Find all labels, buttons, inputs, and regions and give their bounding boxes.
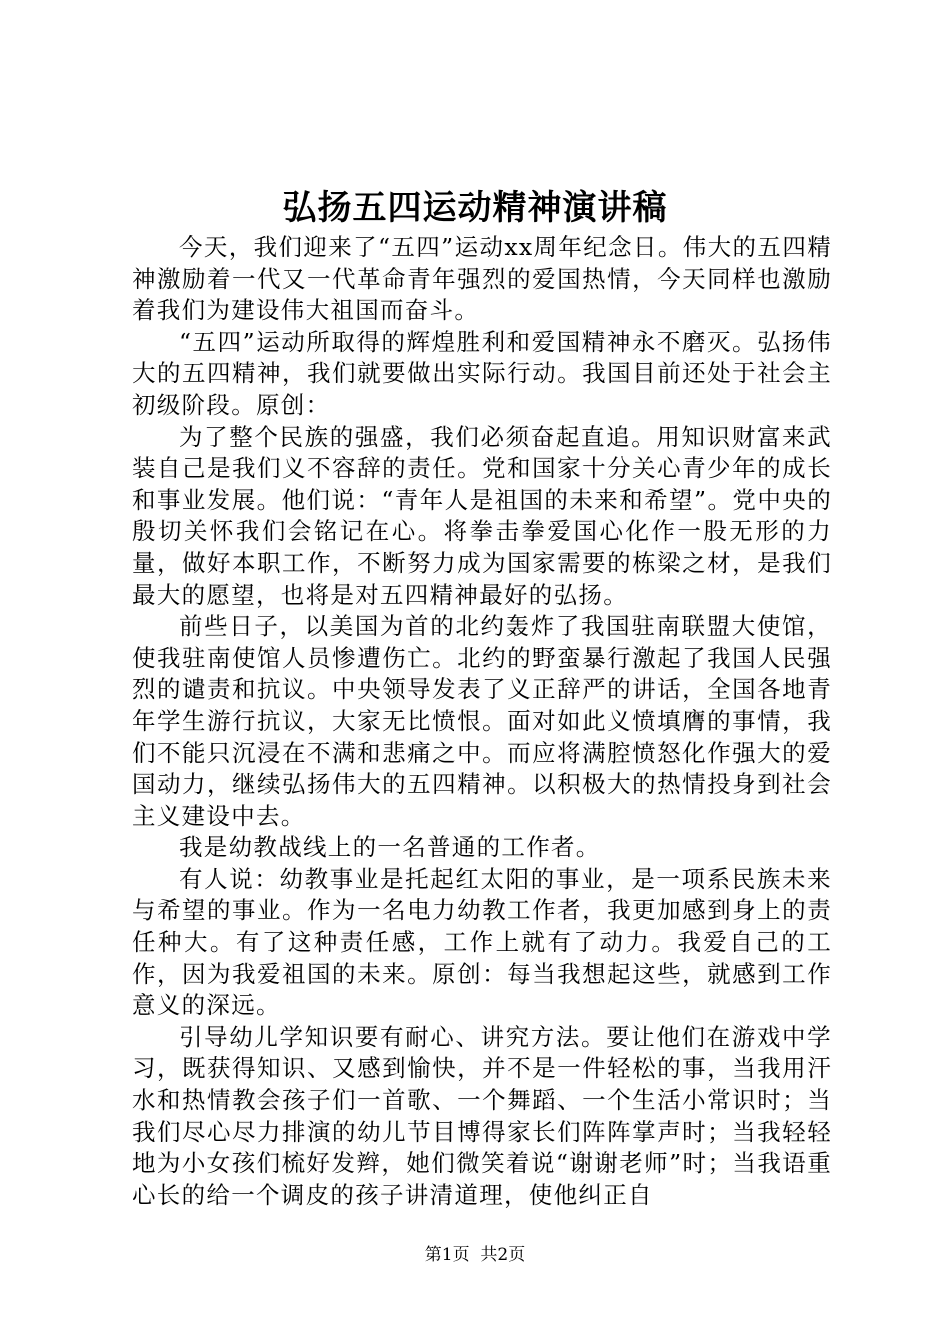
page-footer <box>0 1243 950 1267</box>
paragraph: “五四”运动所取得的辉煌胜利和爱国精神永不磨灭。弘扬伟大的五四精神，我们就要做出实际行动。我国目前还处于社会主初级阶段。原创： <box>132 327 832 419</box>
page-number: 第1页 <box>424 1245 470 1265</box>
paragraph: 有人说：幼教事业是托起红太阳的事业，是一项系民族未来与希望的事业。作为一名电力幼教工作者，我更加感到身上的责任种大。有了这种责任感，工作上就有了动力。我爱自己的工作，因为我爱祖国的未来。原创：每当我想起这些，就感到工作意义的深远。 <box>132 864 832 1020</box>
page-total: 共2页 <box>480 1245 526 1265</box>
paragraph: 前些日子，以美国为首的北约轰炸了我国驻南联盟大使馆，使我驻南使馆人员惨遭伤亡。北约的野蛮暴行激起了我国人民强烈的谴责和抗议。中央领导发表了义正辞严的讲话，全国各地青年学生游行抗议，大家无比愤恨。面对如此义愤填膺的事情，我们不能只沉浸在不满和悲痛之中。而应将满腔愤怒化作强大的爱国动力，继续弘扬伟大的五四精神。以积极大的热情投身到社会主义建设中去。 <box>132 612 832 830</box>
document-title: 弘扬五四运动精神演讲稿 <box>282 188 668 228</box>
paragraph: 为了整个民族的强盛，我们必须奋起直追。用知识财富来武装自己是我们义不容辞的责任。党和国家十分关心青少年的成长和事业发展。他们说：“青年人是祖国的未来和希望”。党中央的殷切关怀我们会铭记在心。将拳击拳爱国心化作一股无形的力量，做好本职工作，不断努力成为国家需要的栋梁之材，是我们最大的愿望，也将是对五四精神最好的弘扬。 <box>132 422 832 609</box>
paragraph: 我是幼教战线上的一名普通的工作者。 <box>179 833 601 862</box>
footer-spacer <box>470 1245 481 1265</box>
paragraph: 今天，我们迎来了“五四”运动xx周年纪念日。伟大的五四精神激励着一代又一代革命青年强烈的爱国热情，今天同样也激励着我们为建设伟大祖国而奋斗。 <box>132 233 832 325</box>
paragraph: 引导幼儿学知识要有耐心、讲究方法。要让他们在游戏中学习，既获得知识、又感到愉快，并不是一件轻松的事，当我用汗水和热情教会孩子们一首歌、一个舞蹈、一个生活小常识时；当我们尽心尽力排演的幼儿节目博得家长们阵阵掌声时；当我轻轻地为小女孩们梳好发辫，她们微笑着说“谢谢老师”时；当我语重心长的给一个调皮的孩子讲清道理，使他纠正自 <box>132 1022 832 1209</box>
document-body <box>132 232 832 1211</box>
